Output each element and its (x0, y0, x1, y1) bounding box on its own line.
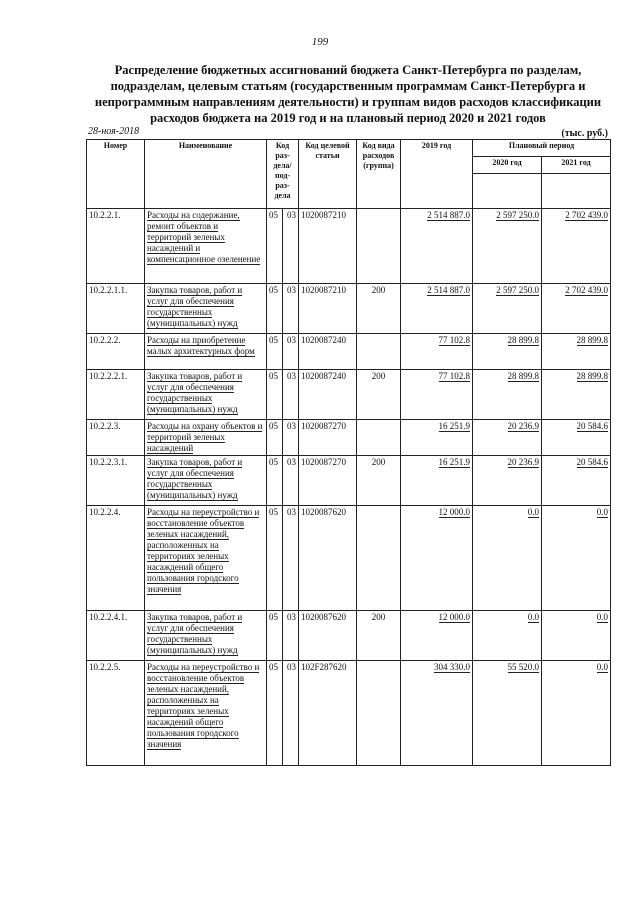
row-razd: 05 (267, 611, 283, 661)
row-vr (357, 506, 401, 611)
table-row (87, 506, 611, 611)
row-razd: 05 (267, 334, 283, 370)
row-razd: 05 (267, 209, 283, 284)
header-name: Наименование (145, 140, 267, 209)
row-vr (357, 661, 401, 766)
amount-2021: 20 584.6 (576, 421, 609, 431)
amount-2021: 2 702 439.0 (565, 285, 609, 295)
row-2020 (473, 370, 542, 420)
row-2019 (401, 506, 473, 611)
row-podrazd: 03 (283, 456, 299, 506)
row-csr: 1020087270 (299, 420, 357, 456)
row-2021 (542, 209, 611, 284)
row-name (145, 334, 267, 370)
header-2020: 2020 год (473, 157, 542, 174)
table-row (87, 456, 611, 506)
header-num: Номер (87, 140, 145, 209)
row-2020 (473, 456, 542, 506)
row-csr: 1020087620 (299, 506, 357, 611)
row-2019 (401, 334, 473, 370)
amount-2020: 55 520.0 (507, 662, 540, 672)
row-vr: 200 (357, 284, 401, 334)
header-vr: Код вида расходов (группа) (357, 140, 401, 209)
amount-2019: 2 514 887.0 (427, 285, 471, 295)
table-row (87, 661, 611, 766)
row-csr: 102F287620 (299, 661, 357, 766)
row-2021 (542, 284, 611, 334)
amount-2021: 28 899.8 (576, 335, 609, 345)
row-2021 (542, 370, 611, 420)
row-name-text: Расходы на переустройство и восстановление объектов зеленых насаждений, расположенных на территориях зеленых насаждений общего пользования городского значения (147, 662, 260, 749)
row-2019 (401, 209, 473, 284)
row-2021 (542, 334, 611, 370)
row-podrazd: 03 (283, 420, 299, 456)
row-num: 10.2.2.3. (87, 420, 145, 456)
row-name (145, 506, 267, 611)
row-2019 (401, 611, 473, 661)
row-num: 10.2.2.3.1. (87, 456, 145, 506)
row-num: 10.2.2.2. (87, 334, 145, 370)
row-2020 (473, 611, 542, 661)
row-name-text: Закупка товаров, работ и услуг для обеспечения государственных (муниципальных) нужд (147, 371, 243, 414)
row-name-text: Закупка товаров, работ и услуг для обеспечения государственных (муниципальных) нужд (147, 285, 243, 328)
table-row (87, 611, 611, 661)
row-podrazd: 03 (283, 506, 299, 611)
row-2021 (542, 611, 611, 661)
amount-2020: 0.0 (527, 507, 540, 517)
row-name-text: Закупка товаров, работ и услуг для обеспечения государственных (муниципальных) нужд (147, 612, 243, 655)
row-2020 (473, 209, 542, 284)
header-2021: 2021 год (542, 157, 611, 174)
row-2019 (401, 661, 473, 766)
row-2021 (542, 506, 611, 611)
amount-2020: 28 899.8 (507, 335, 540, 345)
row-2020 (473, 506, 542, 611)
amount-2020: 20 236.9 (507, 457, 540, 467)
row-2021 (542, 420, 611, 456)
amount-2019: 16 251.9 (438, 421, 471, 431)
amount-2019: 77 102.8 (438, 371, 471, 381)
row-name (145, 611, 267, 661)
amount-2020: 0.0 (527, 612, 540, 622)
document-date: 28-ноя-2018 (88, 126, 140, 137)
document-title: Распределение бюджетных ассигнований бюджета Санкт-Петербурга по разделам, подразделам, целевым статьям (государственным программам Санкт-Петербурга и непрограммным направлениям деятельности) и группам видов расходов классификации расходов бюджета на 2019 год и на плановый период 2020 и 2021 годов (94, 63, 602, 125)
row-csr: 1020087240 (299, 370, 357, 420)
row-2020 (473, 420, 542, 456)
amount-2020: 2 597 250.0 (496, 210, 540, 220)
row-2021 (542, 456, 611, 506)
row-name (145, 456, 267, 506)
row-podrazd: 03 (283, 611, 299, 661)
row-csr: 1020087620 (299, 611, 357, 661)
row-2020 (473, 284, 542, 334)
amount-2021: 28 899.8 (576, 371, 609, 381)
table-row (87, 334, 611, 370)
row-2019 (401, 420, 473, 456)
row-podrazd: 03 (283, 284, 299, 334)
row-razd: 05 (267, 661, 283, 766)
row-name (145, 209, 267, 284)
row-2019 (401, 284, 473, 334)
amount-2021: 20 584.6 (576, 457, 609, 467)
row-podrazd: 03 (283, 334, 299, 370)
row-num: 10.2.2.1. (87, 209, 145, 284)
row-razd: 05 (267, 284, 283, 334)
row-podrazd: 03 (283, 209, 299, 284)
row-name-text: Расходы на содержание, ремонт объектов и территорий зеленых насаждений и компенсационное озеленение (147, 210, 261, 264)
units-label: (тыс. руб.) (561, 128, 608, 139)
row-name (145, 420, 267, 456)
amount-2019: 77 102.8 (438, 335, 471, 345)
row-num: 10.2.2.2.1. (87, 370, 145, 420)
header-razd: Код раз-дела/под-раз-дела (267, 140, 299, 209)
row-name (145, 284, 267, 334)
amount-2019: 2 514 887.0 (427, 210, 471, 220)
row-name (145, 370, 267, 420)
row-razd: 05 (267, 420, 283, 456)
row-razd: 05 (267, 370, 283, 420)
row-num: 10.2.2.4. (87, 506, 145, 611)
row-name-text: Закупка товаров, работ и услуг для обеспечения государственных (муниципальных) нужд (147, 457, 243, 500)
amount-2021: 0.0 (596, 612, 609, 622)
row-name-text: Расходы на охрану объектов и территорий зеленых насаждений (147, 421, 263, 453)
row-vr: 200 (357, 611, 401, 661)
row-vr (357, 420, 401, 456)
header-plan-period: Плановый период (473, 140, 611, 157)
header-spacer-2020 (473, 174, 542, 209)
row-vr: 200 (357, 370, 401, 420)
row-2020 (473, 661, 542, 766)
row-csr: 1020087240 (299, 334, 357, 370)
row-num: 10.2.2.1.1. (87, 284, 145, 334)
row-name-text: Расходы на приобретение малых архитектурных форм (147, 335, 255, 356)
row-num: 10.2.2.4.1. (87, 611, 145, 661)
row-2019 (401, 370, 473, 420)
row-podrazd: 03 (283, 661, 299, 766)
row-num: 10.2.2.5. (87, 661, 145, 766)
row-vr (357, 334, 401, 370)
row-name-text: Расходы на переустройство и восстановление объектов зеленых насаждений, расположенных на территориях зеленых насаждений общего пользования городского значения (147, 507, 260, 594)
table-row (87, 420, 611, 456)
row-csr: 1020087210 (299, 284, 357, 334)
row-2019 (401, 456, 473, 506)
amount-2019: 12 000.0 (438, 507, 471, 517)
amount-2021: 2 702 439.0 (565, 210, 609, 220)
row-vr: 200 (357, 456, 401, 506)
amount-2020: 20 236.9 (507, 421, 540, 431)
header-2019: 2019 год (401, 140, 473, 209)
row-csr: 1020087270 (299, 456, 357, 506)
row-csr: 1020087210 (299, 209, 357, 284)
amount-2021: 0.0 (596, 507, 609, 517)
amount-2019: 304 330.0 (434, 662, 471, 672)
header-csr: Код целевой статьи (299, 140, 357, 209)
amount-2020: 28 899.8 (507, 371, 540, 381)
row-name (145, 661, 267, 766)
page-number: 199 (311, 36, 329, 48)
header-spacer-2021 (542, 174, 611, 209)
table-row (87, 209, 611, 284)
amount-2021: 0.0 (596, 662, 609, 672)
table-row (87, 370, 611, 420)
row-podrazd: 03 (283, 370, 299, 420)
amount-2019: 12 000.0 (438, 612, 471, 622)
table-row (87, 284, 611, 334)
row-2021 (542, 661, 611, 766)
amount-2020: 2 597 250.0 (496, 285, 540, 295)
row-razd: 05 (267, 506, 283, 611)
amount-2019: 16 251.9 (438, 457, 471, 467)
row-vr (357, 209, 401, 284)
row-2020 (473, 334, 542, 370)
budget-table (86, 139, 611, 766)
row-razd: 05 (267, 456, 283, 506)
